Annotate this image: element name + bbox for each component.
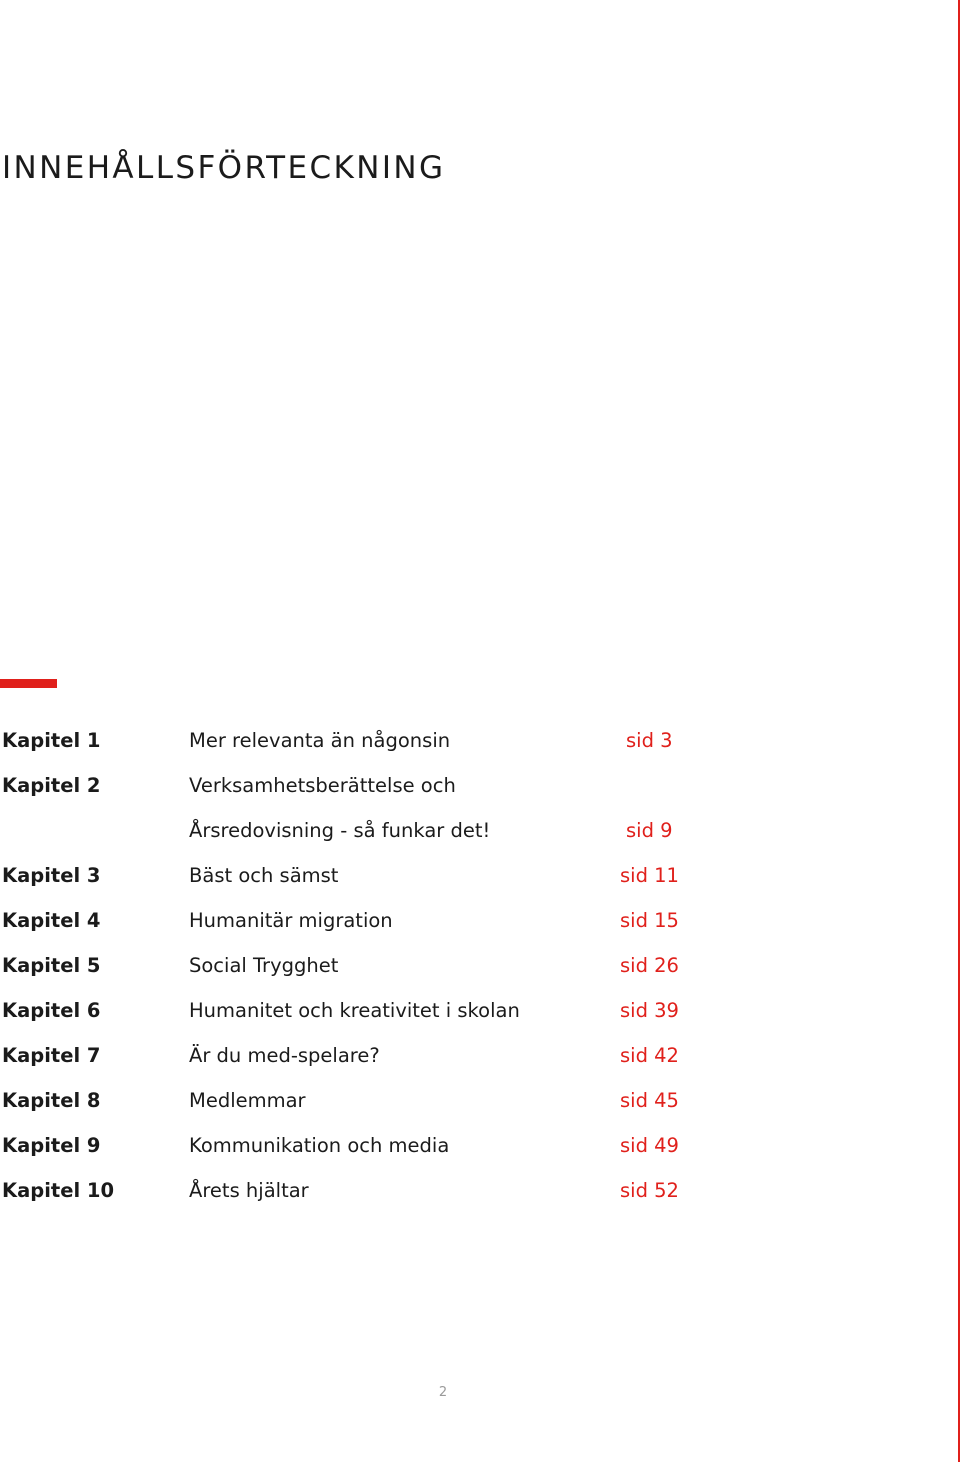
chapter-title <box>189 988 520 1033</box>
toc-row[interactable] <box>0 988 720 1033</box>
chapter-label: Kapitel 1 <box>2 729 101 752</box>
chapter-label: Kapitel 2 <box>2 774 101 797</box>
toc-row[interactable] <box>0 1078 720 1123</box>
page-reference: sid 15 <box>620 909 679 932</box>
page-title: INNEHÅLLSFÖRTECKNING <box>2 150 446 186</box>
chapter-title-line: Verksamhetsberättelse och <box>189 774 456 797</box>
toc-row[interactable] <box>0 853 720 898</box>
chapter-label: Kapitel 3 <box>2 864 101 887</box>
chapter-title-line: Bäst och sämst <box>189 864 339 887</box>
chapter-title <box>189 718 450 763</box>
toc-row[interactable] <box>0 1033 720 1078</box>
accent-bar <box>0 679 57 688</box>
chapter-title-line: Årets hjältar <box>189 1179 309 1202</box>
chapter-title <box>189 943 338 988</box>
chapter-title-line: Social Trygghet <box>189 954 339 977</box>
chapter-title <box>189 1168 309 1213</box>
chapter-label: Kapitel 7 <box>2 1044 101 1067</box>
page-number: 2 <box>438 1385 448 1400</box>
chapter-label: Kapitel 9 <box>2 1134 101 1157</box>
chapter-label: Kapitel 5 <box>2 954 101 977</box>
table-of-contents <box>0 718 720 1213</box>
chapter-label: Kapitel 8 <box>2 1089 101 1112</box>
chapter-title <box>189 853 338 898</box>
page-reference: sid 45 <box>620 1089 679 1112</box>
chapter-title <box>189 763 490 853</box>
chapter-label: Kapitel 4 <box>2 909 101 932</box>
chapter-title <box>189 1123 449 1168</box>
chapter-title <box>189 1078 306 1123</box>
chapter-title-line: Är du med-spelare? <box>189 1044 380 1067</box>
page-reference: sid 26 <box>620 954 679 977</box>
toc-row[interactable] <box>0 898 720 943</box>
page-reference: sid 49 <box>620 1134 679 1157</box>
chapter-title-line: Medlemmar <box>189 1089 306 1112</box>
toc-row[interactable] <box>0 1123 720 1168</box>
chapter-title <box>189 1033 380 1078</box>
page-reference: sid 9 <box>626 819 673 842</box>
chapter-title <box>189 898 393 943</box>
page-reference: sid 39 <box>620 999 679 1022</box>
toc-row[interactable] <box>0 1168 720 1213</box>
chapter-label: Kapitel 6 <box>2 999 101 1022</box>
chapter-title-line: Årsredovisning - så funkar det! <box>189 819 491 842</box>
page-reference: sid 11 <box>620 864 679 887</box>
page-reference: sid 42 <box>620 1044 679 1067</box>
toc-row[interactable] <box>0 943 720 988</box>
page-reference: sid 52 <box>620 1179 679 1202</box>
chapter-title-line: Humanitär migration <box>189 909 393 932</box>
toc-row[interactable] <box>0 763 720 853</box>
chapter-label: Kapitel 10 <box>2 1179 115 1202</box>
chapter-title-line: Mer relevanta än någonsin <box>189 729 451 752</box>
page-reference: sid 3 <box>626 729 673 752</box>
toc-row[interactable] <box>0 718 720 763</box>
chapter-title-line: Humanitet och kreativitet i skolan <box>189 999 520 1022</box>
chapter-title-line: Kommunikation och media <box>189 1134 450 1157</box>
